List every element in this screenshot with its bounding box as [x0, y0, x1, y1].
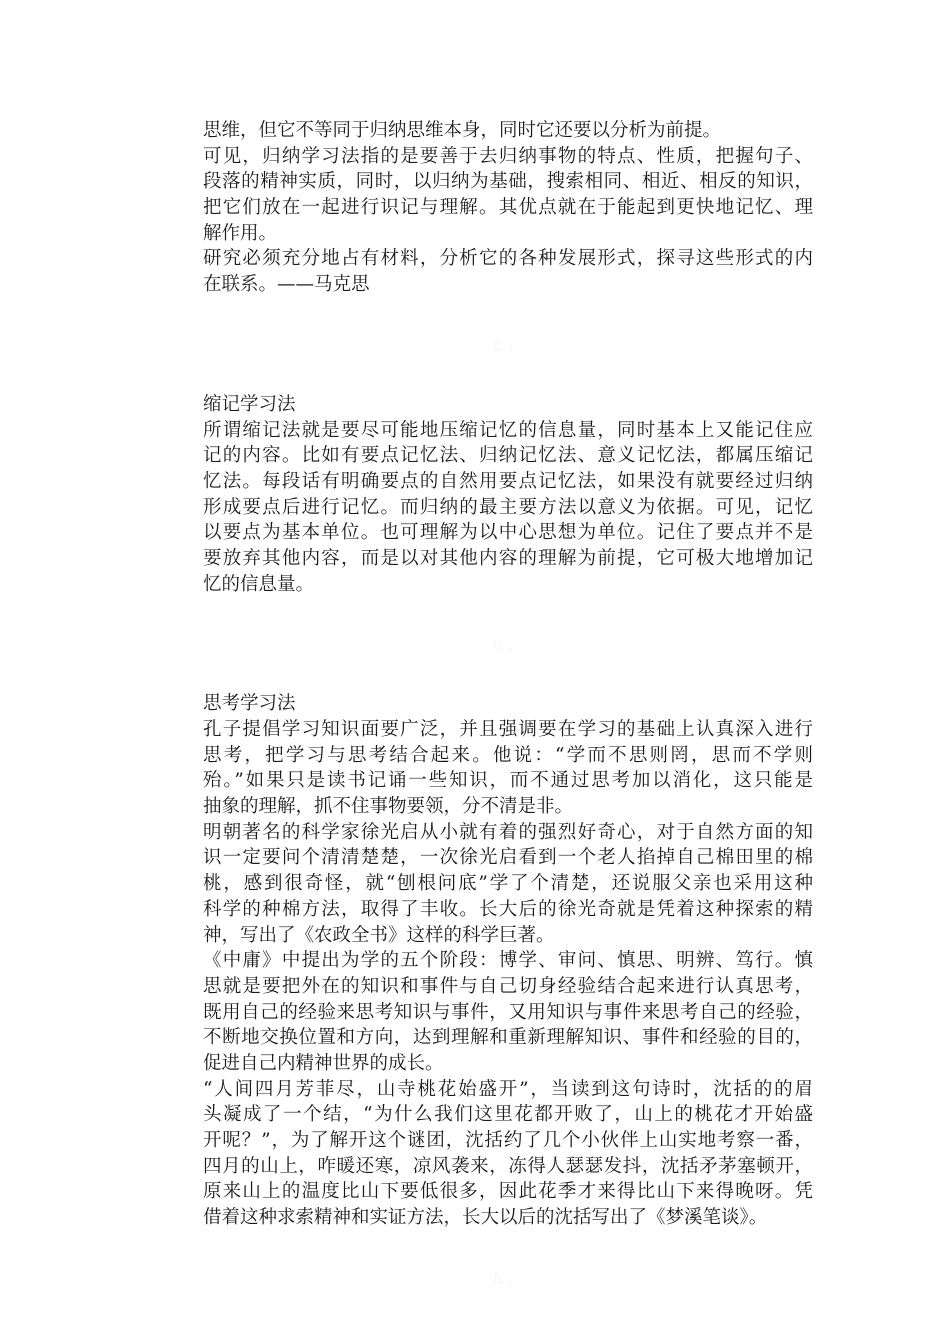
text-line: 形成要点后进行记忆。而归纳的最主要方法以意义为依据。可见，记忆 [203, 496, 813, 518]
text-line: 记的内容。比如有要点记忆法、归纳记忆法、意义记忆法，都属压缩记 [203, 445, 813, 467]
text-line: 原来山上的温度比山下要低很多，因此花季才来得比山下来得晚呀。凭 [203, 1181, 813, 1203]
text-line: 忆法。每段话有明确要点的自然用要点记忆法，如果没有就要经过归纳 [203, 470, 813, 492]
document-page [203, 118, 813, 1325]
text-line: 可见，归纳学习法指的是要善于去归纳事物的特点、性质，把握句子、 [203, 145, 813, 167]
text-line: 把它们放在一起进行识记与理解。其优点就在于能起到更快地记忆、理 [203, 197, 813, 219]
section-thinking [203, 691, 813, 1230]
text-line: 神，写出了《农政全书》这样的科学巨著。 [203, 924, 555, 946]
section-shrink-memory [203, 392, 813, 598]
text-line: 孔子提倡学习知识面要广泛，并且强调要在学习的基础上认真深入进行 [203, 719, 813, 740]
text-line: 段落的精神实质，同时，以归纳为基础，搜索相同、相近、相反的知识， [203, 171, 813, 193]
text-line: 桃，感到很奇怪，就“刨根问底”学了个清楚，还说服父亲也采用这种 [203, 873, 813, 895]
text-line: 明朝著名的科学家徐光启从小就有着的强烈好奇心，对于自然方面的知 [203, 821, 813, 843]
text-line: 促进自己内精神世界的成长。 [203, 1052, 444, 1074]
text-line: 要放弃其他内容，而是以对其他内容的理解为前提，它可极大地增加记 [203, 547, 813, 569]
section-divider: 七、 [490, 339, 525, 355]
text-line: 抽象的理解，抓不住事物要领，分不清是非。 [203, 796, 574, 818]
text-line: 以要点为基本单位。也可理解为以中心思想为单位。记住了要点并不是 [203, 522, 813, 544]
text-line: 思就是要把外在的知识和事件与自己切身经验结合起来进行认真思考， [203, 975, 813, 997]
text-line: 殆。”如果只是读书记诵一些知识，而不通过思考加以消化，这只能是 [203, 770, 813, 792]
text-line: 所谓缩记法就是要尽可能地压缩记忆的信息量，同时基本上又能记住应 [203, 419, 813, 441]
section-divider: 九、 [490, 1272, 525, 1288]
text-line: 四月的山上，咋暖还寒，凉风袭来，冻得人瑟瑟发抖，沈括矛茅塞顿开， [203, 1155, 813, 1177]
section-divider: 八、 [490, 638, 525, 654]
section-title: 缩记学习法 [203, 393, 296, 415]
text-line: 忆的信息量。 [203, 573, 315, 595]
text-line: 研究必须充分地占有材料，分析它的各种发展形式，探寻这些形式的内 [203, 248, 813, 270]
text-line: 解作用。 [203, 222, 278, 244]
text-line: “人间四月芳菲尽，山寺桃花始盛开”，当读到这句诗时，沈括的的眉 [203, 1078, 813, 1100]
text-line: 思考，把学习与思考结合起来。他说：“学而不思则罔，思而不学则 [203, 744, 813, 766]
text-line: 思维，但它不等同于归纳思维本身，同时它还要以分析为前提。 [203, 120, 722, 141]
text-line: 不断地交换位置和方向，达到理解和重新理解知识、事件和经验的目的， [203, 1027, 813, 1049]
text-line: 头凝成了一个结，“为什么我们这里花都开败了，山上的桃花才开始盛 [203, 1104, 813, 1126]
text-line: 在联系。——马克思 [203, 274, 370, 296]
text-line: 《中庸》中提出为学的五个阶段：博学、审问、慎思、明辨、笃行。慎 [203, 950, 813, 972]
text-line: 识一定要问个清清楚楚，一次徐光启看到一个老人掐掉自己棉田里的棉 [203, 847, 813, 869]
text-line: 既用自己的经验来思考知识与事件，又用知识与事件来思考自己的经验， [203, 1001, 813, 1023]
text-line: 借着这种求索精神和实证方法，长大以后的沈括写出了《梦溪笔谈》。 [203, 1207, 768, 1229]
text-line: 开呢？”，为了解开这个谜团，沈括约了几个小伙伴上山实地考察一番， [203, 1130, 813, 1151]
text-line: 科学的种棉方法，取得了丰收。长大后的徐光奇就是凭着这种探索的精 [203, 898, 813, 920]
section-title: 思考学习法 [203, 693, 296, 715]
paragraph-block-1 [203, 118, 813, 298]
